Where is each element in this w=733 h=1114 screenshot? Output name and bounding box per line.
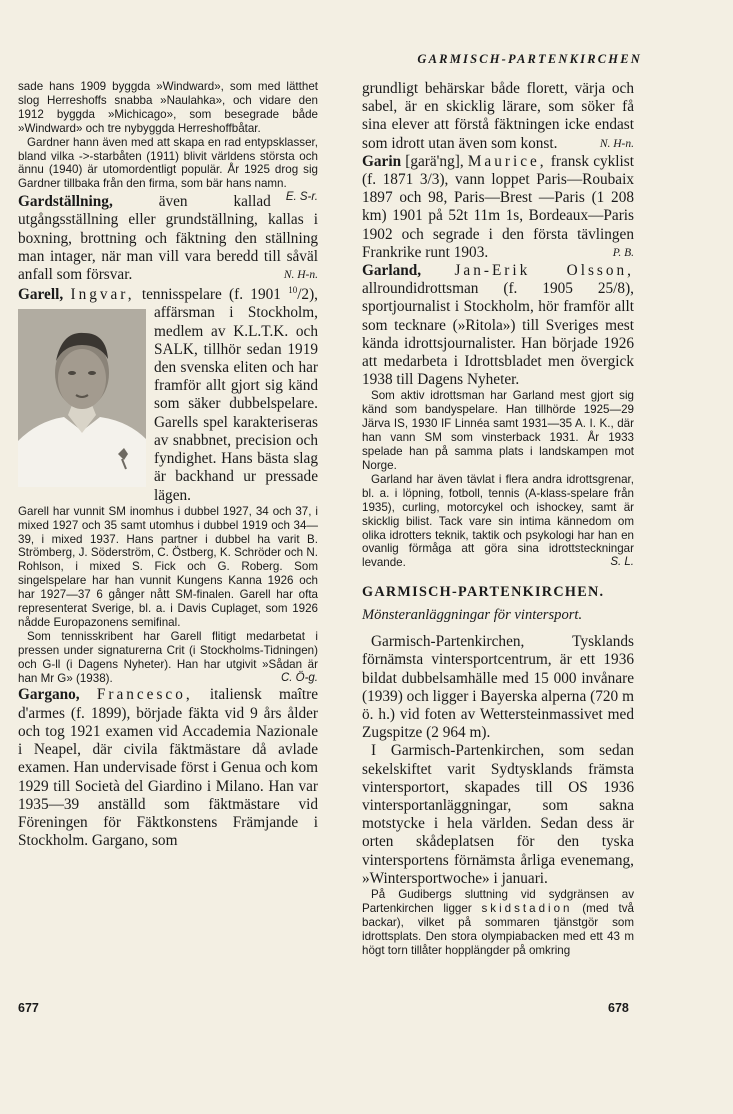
garell-small-print-2 bbox=[18, 630, 318, 686]
garell-portrait-photo bbox=[18, 309, 146, 487]
left-column bbox=[18, 80, 318, 850]
gp-paragraph-1: Garmisch-Partenkirchen, Tysklands förnämsta vintersportcentrum, är ett 1936 bildat dubbelsamhälle med 15 000 invånare (1939) och ligger i Bayerska alperna (720 m ö. h.) vid foten av Wettersteinmassivet med Zugspitze (2 964 m). bbox=[362, 633, 634, 742]
headword-gardstallning: Gardställning, bbox=[18, 193, 113, 211]
garin-given-name: Maurice, bbox=[467, 152, 547, 170]
running-header: GARMISCH-PARTENKIRCHEN bbox=[417, 52, 642, 66]
entry-gardstallning bbox=[18, 193, 318, 284]
entry-garland bbox=[362, 262, 634, 389]
gargano-signature: N. H-n. bbox=[599, 137, 634, 150]
section-subtitle: Mönsteranläggningar för vintersport. bbox=[362, 607, 583, 624]
portrait-image bbox=[18, 309, 146, 487]
garland-signature: S. L. bbox=[610, 556, 634, 569]
gp-paragraph-2: I Garmisch-Partenkirchen, som sedan sekelskiftet varit Sydtysklands främsta vintersportort, skapades till OS 1936 vintersportanläggningar, som sakna motstycke i hela världen. Sedan dess är orten skådeplatsen för den tyska vintersportens förnämsta årliga evenemang, »Wintersportwoche» i januari. bbox=[362, 742, 634, 887]
garell-given-name: Ingvar, bbox=[70, 286, 135, 304]
garland-small-print-2 bbox=[362, 473, 634, 570]
gp-skidstadion: skidstadion bbox=[481, 901, 573, 915]
headword-gargano: Gargano, bbox=[18, 686, 80, 704]
garell-birth-day: 10 bbox=[288, 285, 298, 296]
garland-text: allroundidrottsman (f. 1905 25/8), sportjournalist i Stockholm, hör framför allt som tecknare (»Ritola») till Sveriges mest kända idrottsjournalister. Han började 1926 att medarbeta i Idrottsbladet men övergick 1938 till Dagens Nyheter. bbox=[362, 280, 634, 389]
page-number-left: 677 bbox=[18, 1001, 39, 1015]
gardstallning-signature: N. H-n. bbox=[283, 269, 318, 282]
garell-body: /2), affärsman i Stockholm, medlem av K.L.T.K. och SALK, tillhör sedan 1919 den svenska eliten och har framför allt gjort sig känd som säker dubbelspelare. Garells spel karakteriseras av snabbnet, precision och fyndighet. Hans bästa slag är backhand ur pressade lägen. bbox=[154, 286, 319, 504]
page-number-right: 678 bbox=[608, 1001, 629, 1015]
section-title: GARMISCH-PARTENKIRCHEN. bbox=[362, 584, 605, 601]
garin-text: fransk cyklist (f. 1871 3/3), vann loppet Paris—Roubaix 1897 och 98, Paris—Brest —Paris (1 208 km) 1901 på 52t 11m 1s, Bordeaux—Paris 1902 och segrade i den första tävlingen Frankrike runt 1903. bbox=[362, 152, 634, 261]
gargano-given-name: Francesco, bbox=[96, 686, 193, 704]
garell-intro: tennisspelare (f. 1901 bbox=[141, 286, 281, 304]
entry-garin bbox=[362, 153, 634, 262]
gp-small-text-a: På Gudibergs sluttning vid sydgränsen av Partenkirchen ligger bbox=[362, 888, 634, 915]
gp-small-text-b: (med två backar), vilket på sommaren tjänstgör som idrottsplats. Den stora olympiabacken med ett 43 m högt torn tillåter hopplängder på omkring bbox=[362, 901, 634, 957]
gp-small-print bbox=[362, 888, 634, 958]
gargano-cont-text: grundligt behärskar både florett, värja och sabel, är en skicklig lärare, som söker få sina elever att förstå fäktningen icke endast som idrott utan även som konst. bbox=[362, 80, 634, 152]
garland-small-print-1: Som aktiv idrottsman har Garland mest gjort sig känd som bandyspelare. Han tillhörde 1925—29 Järva IS, 1930 IF Linnéa samt 1931—35 A. I. K., där han vann SM som vinsterback 1931. År 1933 spelade han på samma plats i landskampen mot Norge. bbox=[362, 389, 634, 472]
gardner-continuation: sade hans 1909 byggda »Windward», som med lätthet slog Herreshoffs snabba »Naulahka», och vidare den 1912 byggda »Michicago», som besegrade både »Windward» och tre nybyggda Herreshoffbåtar. bbox=[18, 80, 318, 135]
gardstallning-text: även kallad utgångsställning eller grundställning, kallas i boxning, brottning och fäktning den ställning man intager, när man vill vara beredd till såväl anfall som försvar. bbox=[18, 193, 318, 284]
garell-small-text: Som tennisskribent har Garell flitigt medarbetat i pressen under signaturerna Crit (i Stockholms-Tidningen) och G-ll (i Dagens Nyheter). Han har utgivit »Sådan är han Mr G» (1938). bbox=[18, 629, 318, 685]
headword-garland: Garland, bbox=[362, 262, 422, 280]
garell-signature: C. Ö-g. bbox=[280, 671, 318, 684]
headword-garell: Garell, bbox=[18, 286, 64, 304]
garin-pronunciation: [garä'ng], bbox=[405, 152, 464, 170]
right-column bbox=[362, 80, 634, 958]
garell-small-print-1: Garell har vunnit SM inomhus i dubbel 1927, 34 och 37, i mixed 1927 och 35 samt utomhus i dubbel 1919 och 34—39, i mixed 1937. Hans partner i dubbel ha varit B. Strömberg, J. Söderström, C. Östberg, K. Schröder och N. Rohlson, i mixed S. Fick och G. Roberg. Som singelspelare har han vunnit Kungens Kanna 1926 och har 1927—37 6 gånger nått SM-finalen. Garell har ofta representerat Sverige, bl. a. i Davis Cuplaget, som 1926 nådde Europazonens semifinal. bbox=[18, 504, 318, 629]
entry-gargano bbox=[18, 686, 318, 850]
garland-given-name: Jan-Erik Olsson, bbox=[454, 262, 634, 280]
garland-small-text: Garland har även tävlat i flera andra idrottsgrenar, bl. a. i löpning, fotboll, tennis (A-klass-spelare från 1935), curling, motorcykel och ishockey, samt är skicklig bilist. Tack vare sin intima kännedom om olika idrotters teknik, taktik och psykologi har han en ovanlig förmåga att göra sina idrottsteckningar levande. bbox=[362, 472, 634, 570]
garin-signature: P. B. bbox=[612, 246, 634, 259]
entry-garell bbox=[18, 286, 318, 504]
gardner-text: Gardner hann även med att skapa en rad entypsklasser, bland vilka ->-starbåten (1911) blivit världens största och ännu (1940) är utomordentligt populär. År 1925 drog sig Gardner tillbaka från den firma, som bär hans namn. bbox=[18, 135, 318, 191]
headword-garin: Garin bbox=[362, 152, 402, 170]
gardner-signature: E. S-r. bbox=[285, 191, 318, 204]
gargano-continuation bbox=[362, 80, 634, 153]
gargano-text: italiensk maître d'armes (f. 1899), började fäkta vid 9 års ålder och tog 1921 examen vid Accademia Nazionale i Neapel, där civila fäktmästare då avlade examen. Han undervisade först i Genua och kom 1929 till Società del Giardino i Milano. Han var 1935—39 anställd som fäktmästare vid Föreningen för Fäktkonstens Främjande i Stockholm. Gargano, som bbox=[18, 686, 319, 850]
